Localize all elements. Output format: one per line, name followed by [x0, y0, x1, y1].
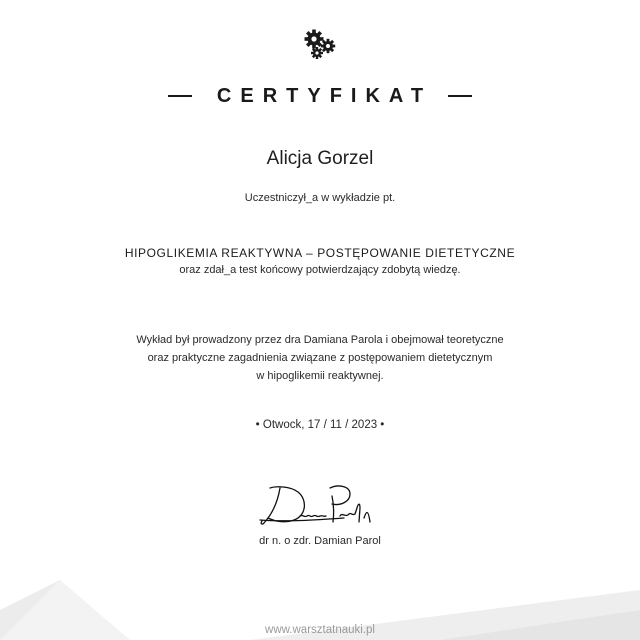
title-dash-left [168, 95, 192, 97]
certificate-title-row [0, 82, 640, 110]
description [0, 331, 640, 385]
course-title: HIPOGLIKEMIA REAKTYWNA – POSTĘPOWANIE DIETETYCZNE [124, 246, 516, 260]
intro-text: Uczestniczył_a w wykładzie pt. [244, 192, 396, 204]
signer-name: dr n. o zdr. Damian Parol [259, 535, 381, 547]
result-text: oraz zdał_a test końcowy potwierdzający zdobytą wiedzę. [179, 264, 461, 276]
description-line: Wykład był prowadzony przez dra Damiana Parola i obejmował teoretyczne [136, 334, 504, 346]
title-dash-right [448, 95, 472, 97]
place-date: • Otwock, 17 / 11 / 2023 • [255, 419, 385, 431]
description-line: oraz praktyczne zagadnienia związane z postępowaniem dietetycznym [147, 352, 493, 364]
recipient-name: Alicja Gorzel [266, 148, 374, 169]
description-line: w hipoglikemii reaktywnej. [256, 370, 384, 382]
certificate-title: CERTYFIKAT [216, 84, 433, 107]
signature-image [256, 478, 384, 530]
gears-icon [300, 28, 340, 60]
website-link[interactable]: www.warsztatnauki.pl [265, 624, 375, 636]
